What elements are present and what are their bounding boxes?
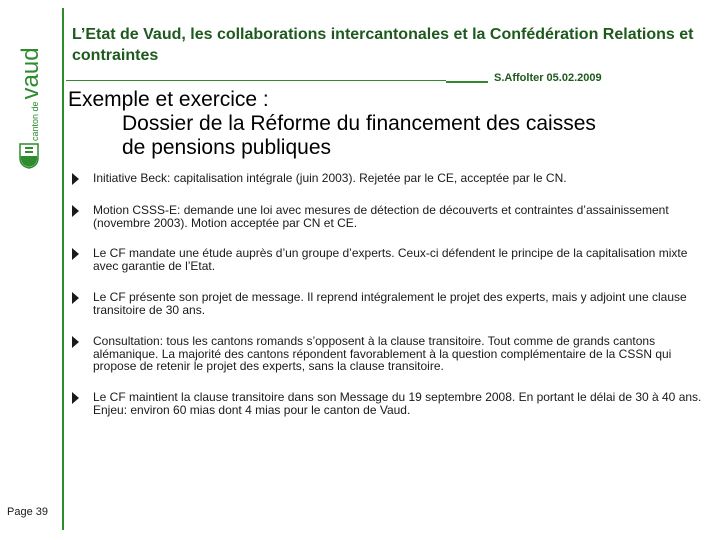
bullet-arrow-icon [72, 205, 79, 217]
bullet-text: Le CF présente son projet de message. Il reprend intégralement le projet des experts, mais y adjoint une clause transitoire de 30 ans. [93, 290, 687, 317]
header-title: L’Etat de Vaud, les collaborations intercantonales et la Confédération Relations et contraintes [72, 26, 694, 64]
bullet-arrow-icon [72, 292, 79, 304]
section-title-line2: Dossier de la Réforme du financement des caisses [122, 112, 596, 135]
bullet-text: Le CF maintient la clause transitoire dans son Message du 19 septembre 2008. En portant le délai de 30 à 40 ans. Enjeu: environ 60 mias dont 4 mias pour le canton de Vaud. [93, 390, 702, 417]
bullet-text: Initiative Beck: capitalisation intégrale (juin 2003). Rejetée par le CE, acceptée par le CN. [93, 171, 567, 185]
bullet-arrow-icon [72, 248, 79, 260]
header-rule [66, 80, 446, 81]
header-rule-accent [446, 81, 488, 83]
logo-wordmark [17, 47, 45, 141]
page-number: Page 39 [7, 506, 48, 518]
section-title [68, 88, 713, 160]
section-title-line1: Exemple et exercice : [68, 88, 269, 111]
bullet-text: Motion CSSS-E: demande une loi avec mesures de détection de découverts et contraintes d’assainissement (novembre 2003). Motion acceptée par CN et CE. [93, 203, 669, 230]
vertical-divider [62, 8, 64, 530]
bullet-arrow-icon [72, 173, 79, 185]
author-date: S.Affolter 05.02.2009 [494, 72, 602, 84]
bullet-arrow-icon [72, 336, 79, 348]
vaud-shield-icon [19, 143, 39, 169]
bullet-text: Consultation: tous les cantons romands s’opposent à la clause transitoire. Tout comme de grands cantons alémanique. La majorité des cantons répondent favorablement à la question complémentaire de la CSSN qui propose de retenir le projet des experts, sans la clause transitoire. [93, 334, 672, 373]
bullet-arrow-icon [72, 392, 79, 404]
bullet-text: Le CF mandate une étude auprès d’un groupe d’experts. Ceux-ci défendent le principe de la capitalisation mixte avec garantie de l’Etat. [93, 246, 688, 273]
logo-small-text: canton de [30, 101, 40, 141]
section-title-line3: de pensions publiques [122, 136, 331, 159]
logo-big-text: vaud [17, 47, 44, 100]
